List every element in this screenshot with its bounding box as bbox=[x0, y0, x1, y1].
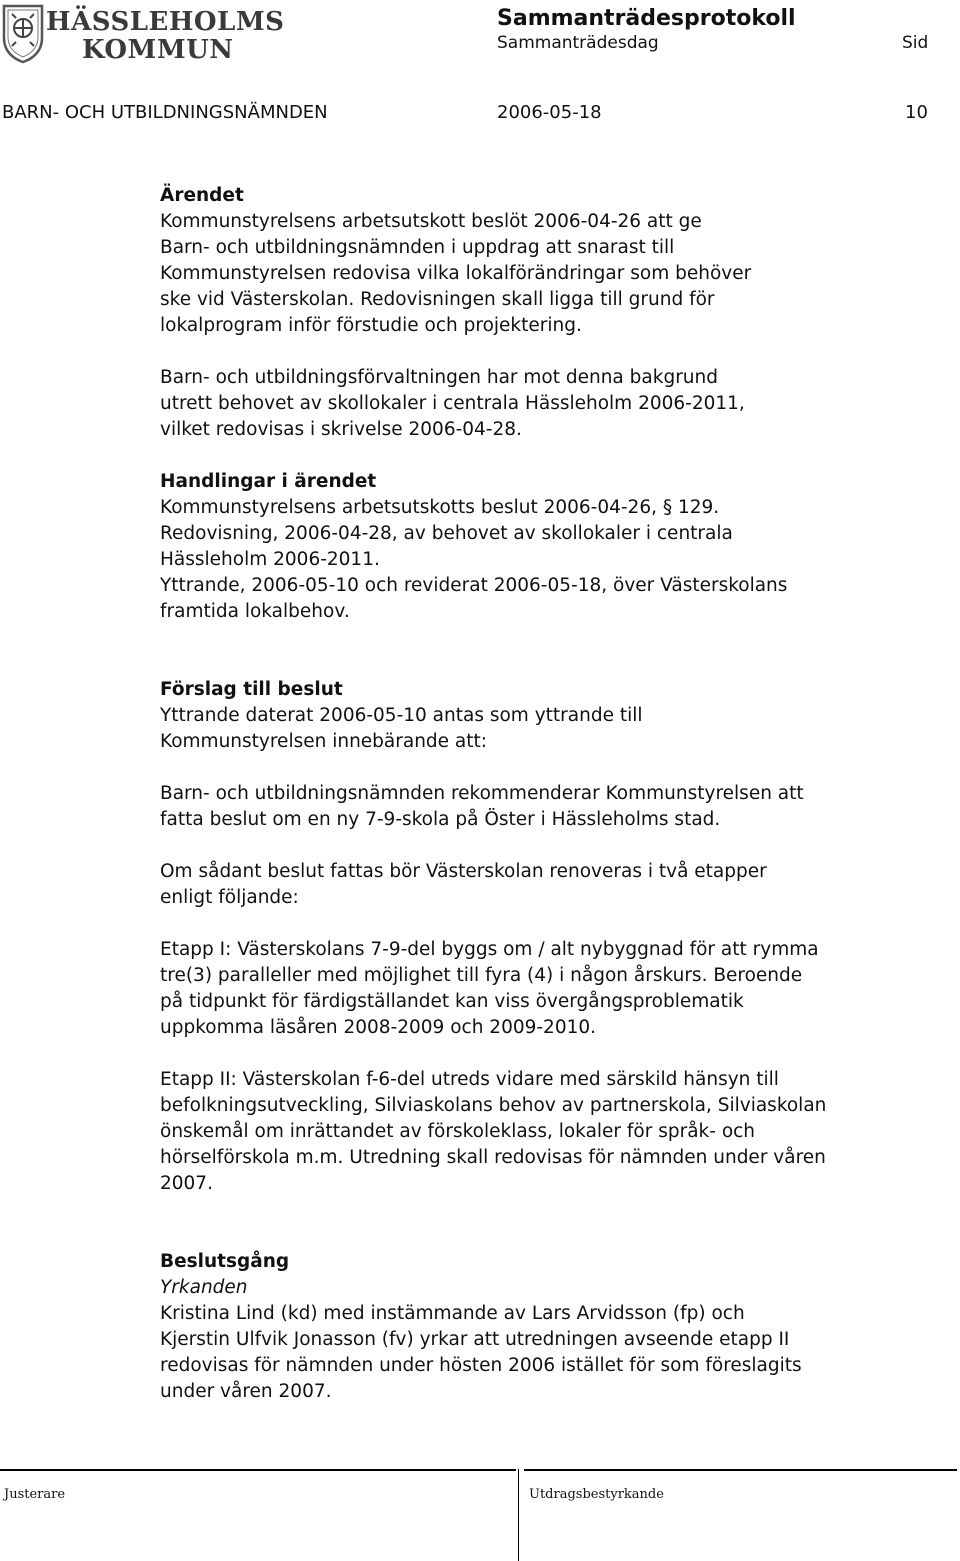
section-heading-forslag: Förslag till beslut bbox=[160, 679, 343, 700]
municipality-logo bbox=[0, 2, 285, 68]
justerare-label: Justerare bbox=[4, 1487, 66, 1502]
yrkanden-text: Kristina Lind (kd) med instämmande av Lars Arvidsson (fp) och Kjerstin Ulfvik Jonasson (fv) yrkar att utredningen avseende etapp II redovisas för nämnden under hösten 2006 istället för som föreslagits under våren 2007. bbox=[160, 1303, 802, 1402]
logo-wordmark bbox=[46, 8, 284, 64]
arendet-paragraph-2: Barn- och utbildningsförvaltningen har mot denna bakgrund utrett behovet av skollokaler i centrala Hässleholm 2006-2011, vilket redovisas i skrivelse 2006-04-28. bbox=[160, 367, 745, 440]
meeting-date-label: Sammanträdesdag bbox=[497, 33, 659, 53]
utdragsbestyrkande-label: Utdragsbestyrkande bbox=[529, 1487, 664, 1502]
forslag-paragraph-1: Yttrande daterat 2006-05-10 antas som yttrande till Kommunstyrelsen innebärande att: bbox=[160, 705, 643, 752]
logo-line-2: KOMMUN bbox=[82, 35, 234, 65]
document-title: Sammanträdesprotokoll bbox=[497, 6, 796, 31]
footer-rule-left bbox=[0, 1469, 516, 1471]
forslag-paragraph-2: Barn- och utbildningsnämnden rekommenderar Kommunstyrelsen att fatta beslut om en ny 7-9-skola på Öster i Hässleholms stad. bbox=[160, 783, 804, 830]
page-number: 10 bbox=[905, 102, 928, 123]
handlingar-list: Kommunstyrelsens arbetsutskotts beslut 2006-04-26, § 129. Redovisning, 2006-04-28, av behovet av skollokaler i centrala Hässleholm 2006-2011. Yttrande, 2006-05-10 och reviderat 2006-05-18, över Västerskolans framtida lokalbehov. bbox=[160, 497, 788, 622]
footer-rule-right bbox=[524, 1469, 957, 1471]
protocol-body bbox=[160, 183, 950, 1405]
coat-of-arms-icon bbox=[2, 4, 44, 64]
forslag-etapp-2: Etapp II: Västerskolan f-6-del utreds vidare med särskild hänsyn till befolkningsutveckling, Silviaskolans behov av partnerskola, Silviaskolan önskemål om inrättandet av förskoleklass, lokaler för språk- och hörselförskola m.m. Utredning skall redovisas för nämnden under våren 2007. bbox=[160, 1069, 827, 1194]
section-heading-handlingar: Handlingar i ärendet bbox=[160, 471, 377, 492]
logo-line-1: HÄSSLEHOLMS bbox=[46, 7, 285, 37]
page-label: Sid bbox=[902, 33, 929, 53]
committee-name: BARN- OCH UTBILDNINGSNÄMNDEN bbox=[2, 102, 328, 123]
forslag-paragraph-3: Om sådant beslut fattas bör Västerskolan renoveras i två etapper enligt följande: bbox=[160, 861, 767, 908]
arendet-paragraph-1: Kommunstyrelsens arbetsutskott beslöt 2006-04-26 att ge Barn- och utbildningsnämnden i uppdrag att snarast till Kommunstyrelsen redovisa vilka lokalförändringar som behöver ske vid Västerskolan. Redovisningen skall ligga till grund för lokalprogram inför förstudie och projektering. bbox=[160, 211, 752, 336]
footer-divider bbox=[518, 1469, 519, 1561]
meeting-date: 2006-05-18 bbox=[497, 102, 602, 123]
forslag-etapp-1: Etapp I: Västerskolans 7-9-del byggs om / alt nybyggnad för att rymma tre(3) paralleller med möjlighet till fyra (4) i någon årskurs. Beroende på tidpunkt för färdigställandet kan viss övergångsproblematik uppkomma läsåren 2008-2009 och 2009-2010. bbox=[160, 939, 819, 1038]
subheading-yrkanden: Yrkanden bbox=[160, 1277, 248, 1298]
section-heading-beslutsgang: Beslutsgång bbox=[160, 1251, 290, 1272]
section-heading-arendet: Ärendet bbox=[160, 185, 244, 206]
